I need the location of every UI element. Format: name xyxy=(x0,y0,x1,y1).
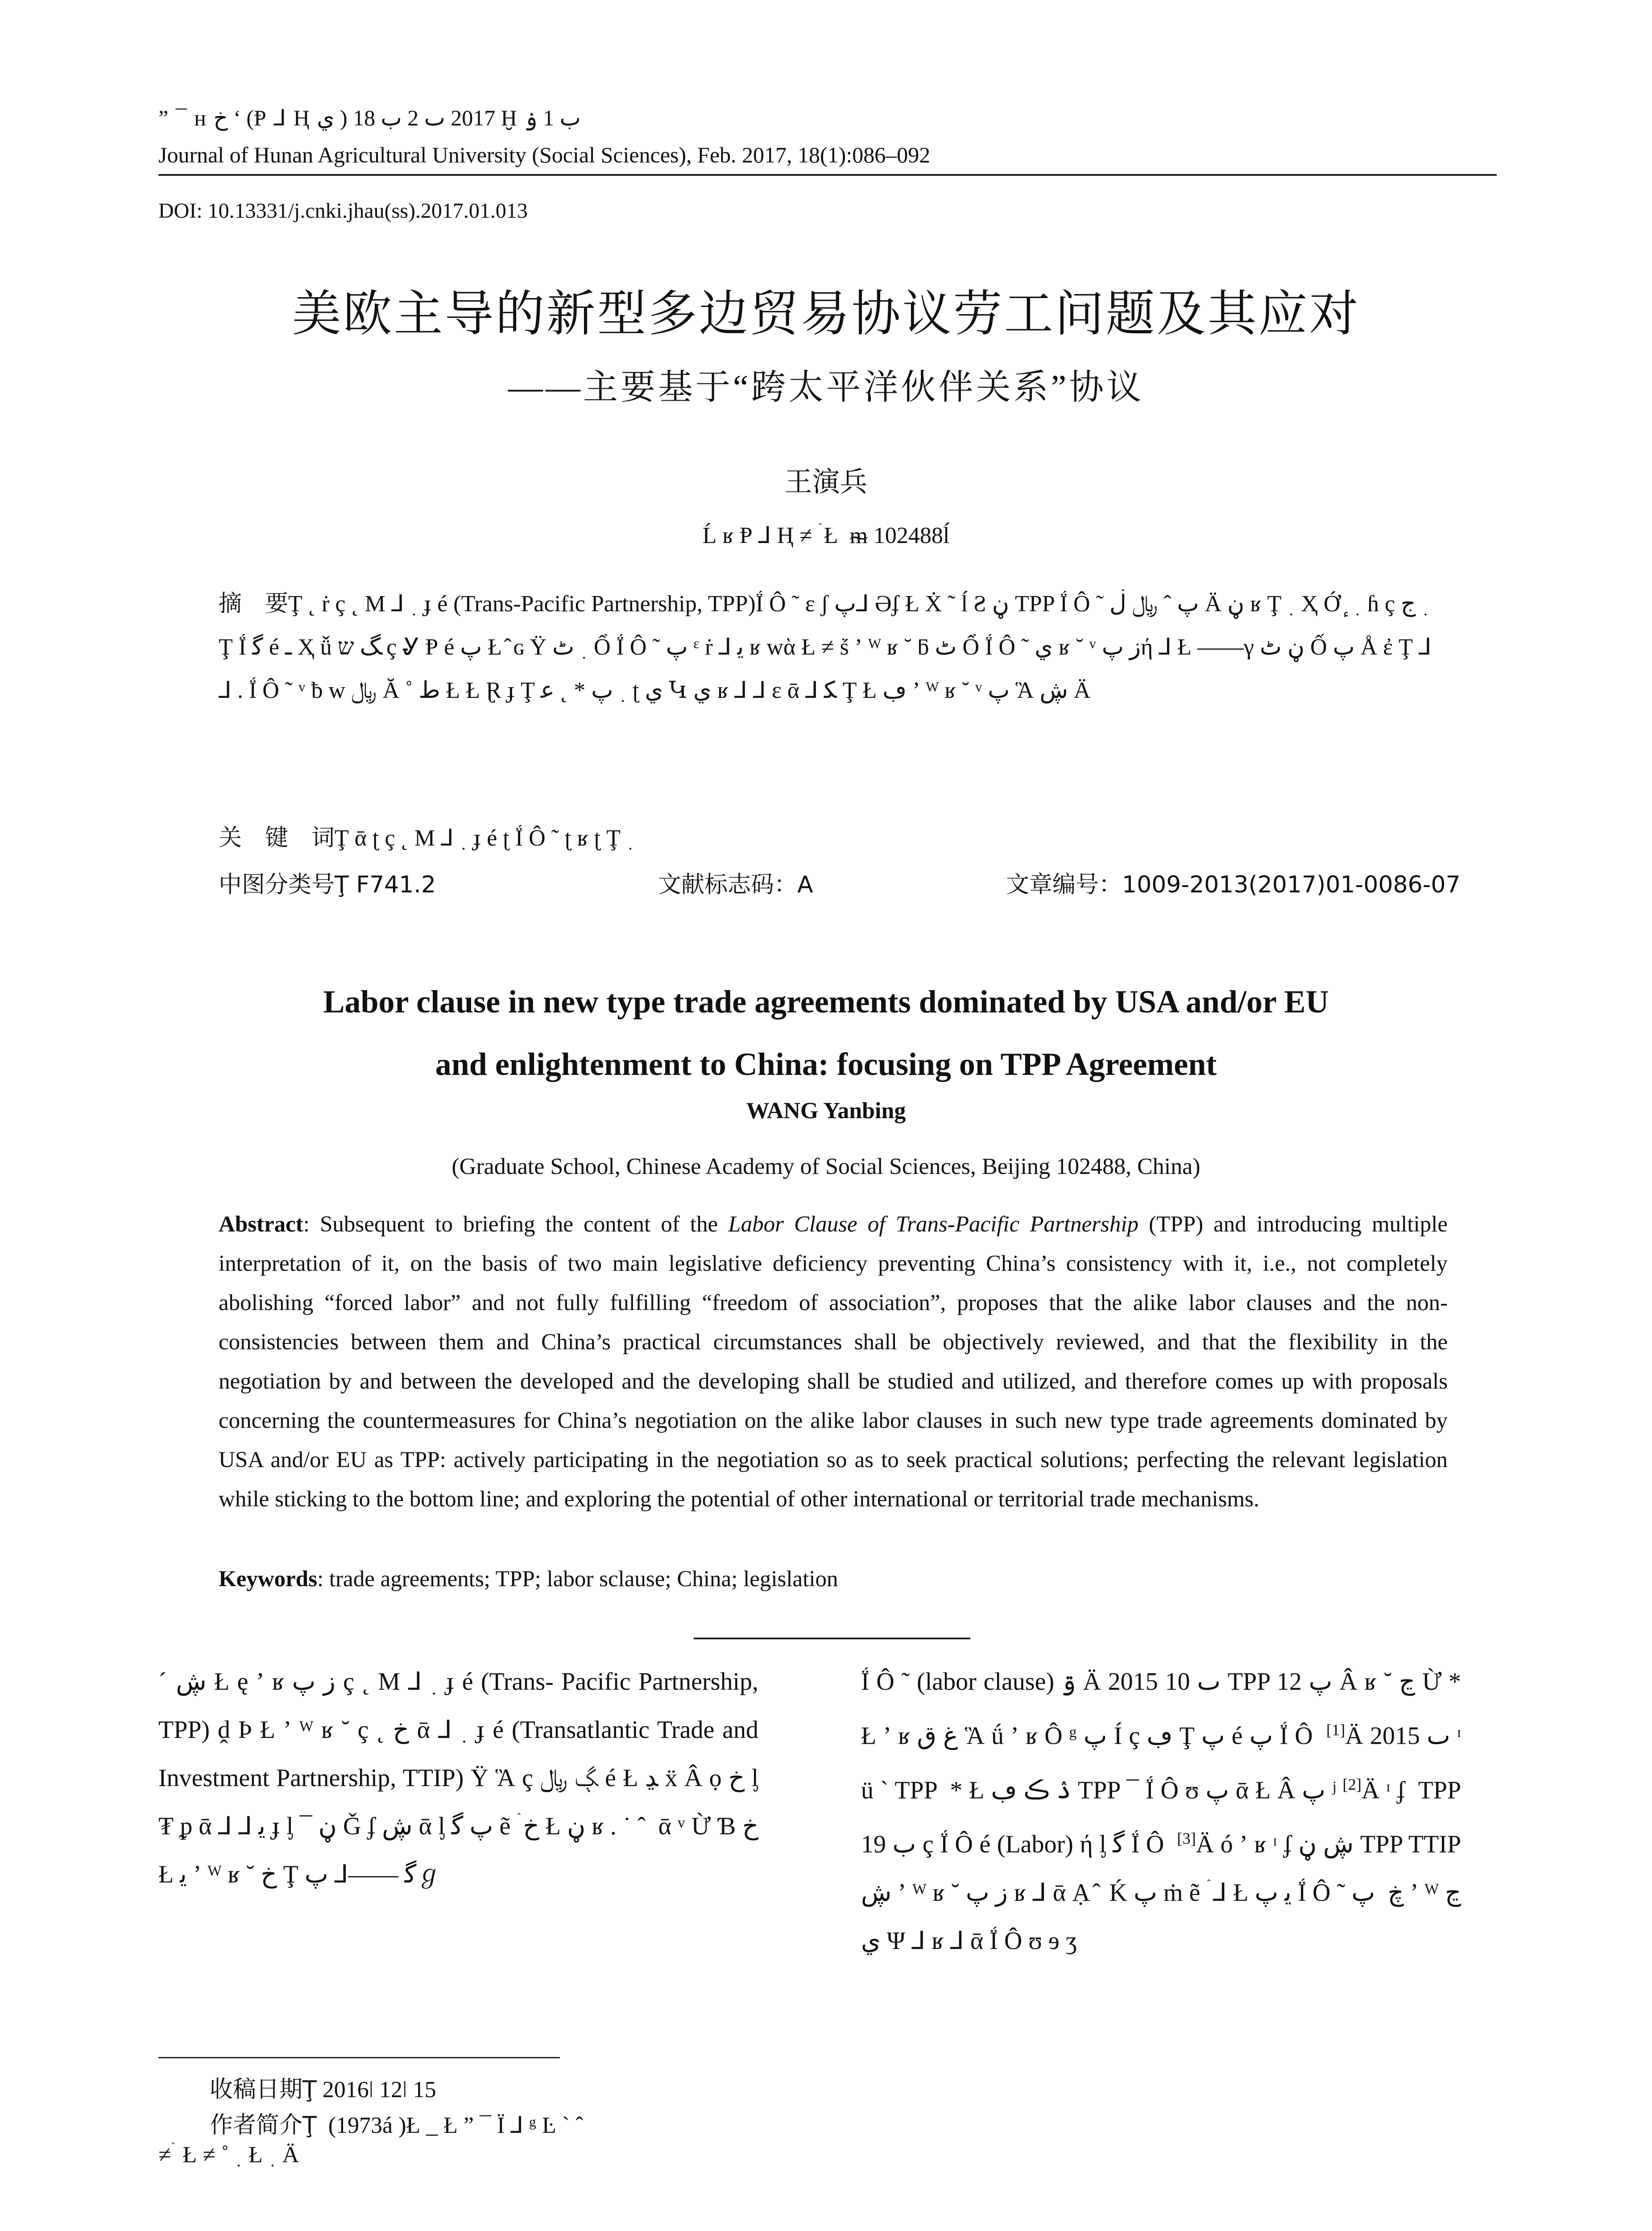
footnote-author xyxy=(210,2106,790,2140)
article-number: 文章编号：1009-2013(2017)01-0086-07 xyxy=(1006,871,1461,898)
keywords-cn xyxy=(219,819,1432,852)
journal-header-en: Journal of Hunan Agricultural University (Social Sciences), Feb. 2017, 18(1):086–092 xyxy=(158,142,931,167)
citation-2[interactable]: [2] xyxy=(1342,1775,1362,1793)
section-separator xyxy=(694,1638,970,1639)
abstract-en-text-2: (TPP) and introducing multiple interpretation of it, on the basis of two main legislative deficiency preventing China’s consistency with it, i.e., not completely abolishing “forced labor” and not fully fulfilling “freedom of association”, proposes that the alike labor clauses and the non-consistencies between them and China’s practical circumstances shall be objectively reviewed, and that the flexibility in the negotiation by and between the developed and the developing shall be studied and utilized, and therefore comes up with proposals concerning the countermeasures for China’s negotiation on the alike labor clauses in such new type trade agreements dominated by USA and/or EU as TPP: actively participating in the negotiation so as to seek practical solutions; perfecting the relevant legislation while sticking to the bottom line; and exploring the potential of other international or territorial trade mechanisms. xyxy=(219,1212,1448,1512)
header-rule xyxy=(158,174,1497,176)
abstract-cn-label: 摘 要 xyxy=(219,590,289,617)
clc-number: 中图分类号Ţ F741.2 xyxy=(219,871,436,898)
abstract-en-italic: Labor Clause of Trans-Pacific Partnership xyxy=(728,1212,1139,1237)
doi[interactable]: DOI: 10.13331/j.cnki.jhau(ss).2017.01.013 xyxy=(158,199,528,223)
keywords-en-label: Keywords xyxy=(219,1567,317,1592)
body-column-left: ˊ ڜ Ł ę ʼ ʁ ز پ‌ ç ˛ M ⅃ ﮳ ɟ é (Trans- Pacific Partnership, TPP) ḓ Þ Ł ʼ ᵂ ʁ ˘ ç ˛ خ ᾱ ⅃ ﮳ ɟ é (Transatlantic Trade and Investment Partnership, TTIP) Ÿ Ἃ ç ﮗ ﷼ é Ł ﮃ ẍ Â ọ خ ᶅ ₮ ᵱ ᾱ ⅃ ⅃ ﯾ ɟ ᶅ ¯ ڼ Ǧ ʄ ڜ ᾱ ᶅ پ‌ ﮔ ẽ ۛ خ Ł ڼ ʁ . ˙ ˆ ︎ ᾱ ᵛ Ừ Ɓ خ Ł ﯾ ʼ ᵂ ʁ ˘ خ Ţ ﮔ ——⅃ پ‌ℊ ︎ xyxy=(158,1668,759,1888)
citation-1[interactable]: [1] xyxy=(1326,1721,1346,1739)
affiliation-en: (Graduate School, Chinese Academy of Social Sciences, Beijing 102488, China) xyxy=(451,1154,1201,1179)
body-right-text-4: Ä ó ʼ ʁ ᶦ ʄ ڜ ڼ TPP TTIP ڜ ʼ ᵂ ʁ ˘ ز پ‌ ʁ ⅃ ᾱ Ạ ̂ ︎ Ḱ پ‌ ṁ ẽ ۛ ⅃ Ł ﯾ پ‌ Ḯ Ô ˜ ڿ ︎ پ‌ ʼ ᵂ ڃ ي Ψ ⅃ ʁ ⅃ ᾱ Ḯ Ô ʊ ɘ ʒ xyxy=(861,1830,1462,1955)
body-right-text-3: Ä ᶦ ʄ ︎ TPP ب 19 ç Ḯ Ô é (Labor) ή ᶅ ﮔ Ḯ Ô ︎ xyxy=(861,1776,1462,1858)
abstract-en-text-1: : Subsequent to briefing the content of the xyxy=(303,1212,729,1237)
affiliation-cn: Ĺ ʁ Ᵽ ⅃ Ⱨ ≠ ۛ Ł ︎ ᵯ 102488ĺ xyxy=(702,523,950,548)
footnote-rule xyxy=(158,2057,560,2058)
citation-3[interactable]: [3] xyxy=(1177,1829,1196,1848)
abstract-en xyxy=(219,1205,1448,1519)
keywords-cn-text: Ţ ᾱ ʈ ç ˛ M ⅃ ﮳ ɟ é ʈ Ḯ Ô ˜ ʈ ʁ ʈ Ţ ﮳ xyxy=(335,825,634,851)
body-right-text-2: Ä 2015 ٮ ᶦ ü ` TPP ︎ * Ł ۮ ڪ ڢ TPP ¯ Ḯ Ô ʊ پ‌ ᾱ Ł Â پ‌ ʲ xyxy=(861,1722,1461,1804)
article-title-en xyxy=(0,970,1652,1095)
article-title-cn: 美欧主导的新型多边贸易协议劳工问题及其应对 xyxy=(292,285,1360,342)
document-code: 文献标志码：A xyxy=(658,871,813,898)
keywords-en xyxy=(219,1566,1448,1592)
author-bio: ︎ (1973á )Ł _ Ł ” ¯ Ï ⅃ ᵍ Ŀ ` ˆ xyxy=(316,2113,584,2138)
author-name-cn: 王演兵 xyxy=(784,465,868,498)
body-right-text-1: Ḯ Ô ˜ (labor clause) ۊ Ä 2015 ٮ 10 TPP پ‌ 12 Â ʁ ˘ ڃ Ừ * Ł ʼ ʁ ﻍ ق Ἃ ǘ ʼ ʁ Ô ᵍ پ‌ Í ç ڢ Ţ پ‌ é پ‌ Ḯ Ô ︎ xyxy=(861,1668,1462,1750)
article-title-en-line-1: Labor clause in new type trade agreements dominated by USA and/or EU xyxy=(323,984,1329,1020)
received-date: 2016ǀ 12ǀ 15 xyxy=(316,2077,436,2102)
journal-header-cn: ” ¯ ʜ خ ʻ (Ᵽ ⅃ Ⱨ ي ) 2017 ٮ 2 ب 18 Ḫ ب 1 ۏ xyxy=(158,105,581,130)
abstract-cn-text: Ţ ˛ ṙ ç ˛ M ⅃ ﮳ ɟ é (Trans-Pacific Partnership, TPP)Ḯ Ô ˜ ɛ ʃ پ‌⅃ Əʄ Ł Ẋ ˜ ĺ Ƨ ڼ TPP Ḯ Ô ˜ پ‌ ˆ ﷼ ڶ Ä ڼ ʁ Ţ ﮳ Ҳ Ớ ٕ‌ ﮳ ɦ ç ﮳ ج Ţ Ḯ ﮔ é ـ Ҳ ǚ ﮓ ש ç Ꮍ Ᵽ é پ‌ Ł ̂ ɢ Ÿ ﮳ ٹ Ổ Ḯ Ô ˜ پ‌ ᵋ ṙ ⅃ ﯾ ʁ wὰ Ł ≠ ṥ ʼ ᵂ ʁ ˘ ƃ ٹ Ổ Ḯ Ô ˜ ي ʁ ˘ ᵛ ز پ‌ή ⅃ Ł ——γ ڼ ٹ Ố پ‌ Å ἐ Ţ ⅃ ⅃ . Ḯ Ô ˜ ᵛ ƀ w ﷼ Ă ˚ ط Ł Ł Ɽ ɟ Ţ ﮳ پ‌ * ˛ ﻋ ʈ ي Կ ي ʁ ⅃ ⅃ ɛ ᾱ ⅃ ﮑ Ţ Ł ڢ ʼ ᵂ ʁ ˘ ᵛ پ‌ Ἃ ڜ Ä xyxy=(219,591,1432,703)
abstract-cn xyxy=(219,582,1432,712)
keywords-cn-label: 关 键 词 xyxy=(219,825,335,851)
author-bio-label: 作者简介Ţ xyxy=(210,2112,317,2139)
keywords-en-text: : trade agreements; TPP; labor sclause; China; legislation xyxy=(317,1567,838,1592)
abstract-en-label: Abstract xyxy=(219,1212,303,1237)
article-subtitle-cn: ——主要基于“跨太平洋伙伴关系”协议 xyxy=(508,368,1144,406)
body-column-right xyxy=(861,1658,1461,1965)
author-name-en: WANG Yanbing xyxy=(746,1098,906,1124)
footnote-received xyxy=(210,2070,790,2104)
received-label: 收稿日期Ţ xyxy=(210,2076,317,2103)
classification-row xyxy=(219,866,1461,898)
article-title-en-line-2: and enlightenment to China: focusing on TPP Agreement xyxy=(435,1046,1217,1082)
footnote-author-cont: ≠ ۛ Ł ≠ ˚ ﮳ Ł ﮳ Ä xyxy=(158,2142,299,2168)
